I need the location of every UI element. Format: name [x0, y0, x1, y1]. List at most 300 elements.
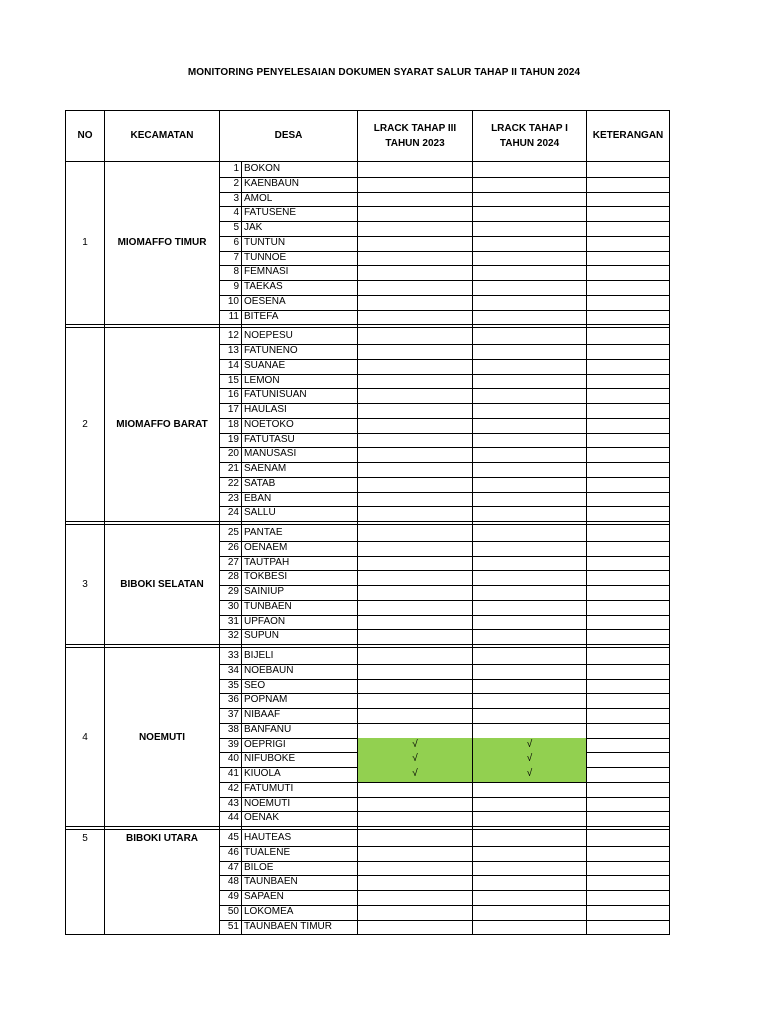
grid-line-h	[65, 521, 670, 522]
desa-name: JAK	[244, 222, 263, 233]
lrack-i-2024-cell	[473, 541, 586, 556]
lrack-i-2024-cell	[473, 875, 586, 890]
grid-line-v	[65, 328, 66, 521]
lrack-iii-2023-cell	[358, 811, 472, 826]
grid-line-v	[669, 830, 670, 934]
grid-line-h	[65, 327, 670, 328]
lrack-i-2024-cell	[473, 447, 586, 462]
lrack-iii-2023-cell	[358, 905, 472, 920]
lrack-iii-2023-cell	[358, 797, 472, 812]
desa-name: NIFUBOKE	[244, 753, 296, 765]
grid-line-v	[65, 830, 66, 934]
desa-name: POPNAM	[244, 694, 288, 706]
grid-line-v	[586, 830, 587, 934]
grid-line-v	[357, 328, 358, 521]
grid-line-v	[669, 525, 670, 644]
desa-name: TAUNBAEN	[244, 876, 298, 888]
lrack-iii-2023-cell: √	[358, 752, 472, 767]
keterangan-cell	[587, 629, 669, 644]
desa-name: SAPAEN	[244, 891, 284, 902]
lrack-iii-2023-cell	[358, 265, 472, 280]
desa-name: KAENBAUN	[244, 177, 300, 189]
grid-line-v	[472, 328, 473, 521]
grid-line-h	[65, 324, 670, 325]
lrack-iii-2023-cell	[358, 359, 472, 374]
lrack-i-2024-cell	[473, 526, 586, 541]
lrack-iii-2023-cell	[358, 462, 472, 477]
grid-line-v	[357, 830, 358, 934]
desa-number: 9	[233, 281, 239, 292]
desa-number: 19	[227, 433, 239, 445]
keterangan-cell	[587, 861, 669, 876]
lrack-iii-2023-cell	[358, 782, 472, 797]
grid-line-v	[219, 648, 220, 826]
lrack-i-2024-cell	[473, 265, 586, 280]
desa-number: 1	[233, 163, 239, 174]
keterangan-cell	[587, 811, 669, 826]
lrack-i-2024-cell	[473, 846, 586, 861]
desa-number: 4	[233, 207, 239, 219]
document-title: MONITORING PENYELESAIAN DOKUMEN SYARAT SALUR TAHAP II TAHUN 2024	[187, 67, 581, 78]
keterangan-cell	[587, 221, 669, 236]
desa-number: 22	[227, 477, 239, 489]
keterangan-cell	[587, 447, 669, 462]
lrack-iii-2023-cell	[358, 875, 472, 890]
lrack-i-2024-cell	[473, 206, 586, 221]
lrack-i-2024-cell: √	[473, 738, 586, 753]
lrack-i-2024-cell	[473, 418, 586, 433]
desa-name: TAEKAS	[244, 281, 283, 292]
keterangan-cell	[587, 310, 669, 325]
grid-line-v	[472, 830, 473, 934]
header-keterangan: KETERANGAN	[592, 130, 664, 141]
lrack-i-2024-cell	[473, 177, 586, 192]
lrack-i-2024-cell	[473, 506, 586, 521]
desa-number: 35	[227, 679, 239, 691]
desa-number: 24	[227, 507, 239, 519]
desa-number: 31	[227, 615, 239, 627]
lrack-i-2024-cell	[473, 570, 586, 585]
lrack-i-2024-cell: √	[473, 767, 586, 782]
lrack-i-2024-cell	[473, 890, 586, 905]
lrack-i-2024-cell	[473, 492, 586, 507]
lrack-iii-2023-cell	[358, 344, 472, 359]
desa-number: 29	[227, 586, 239, 597]
lrack-i-2024-cell	[473, 649, 586, 664]
desa-name: FATUNISUAN	[244, 389, 307, 401]
desa-number: 12	[227, 330, 239, 342]
grid-line-v	[357, 161, 358, 324]
desa-number: 44	[227, 812, 239, 824]
desa-name: SUANAE	[244, 359, 286, 371]
lrack-i-2024-cell	[473, 236, 586, 251]
kecamatan-name: BIBOKI UTARA	[125, 833, 199, 844]
lrack-iii-2023-cell	[358, 600, 472, 615]
grid-line-v	[586, 648, 587, 826]
keterangan-cell	[587, 192, 669, 207]
grid-line-h	[65, 826, 670, 827]
desa-name: SATAB	[244, 477, 276, 489]
desa-name: NOEPESU	[244, 330, 293, 342]
keterangan-cell	[587, 526, 669, 541]
kecamatan-name: MIOMAFFO BARAT	[116, 419, 208, 431]
desa-name: BILOE	[244, 861, 274, 873]
lrack-i-2024-cell	[473, 600, 586, 615]
keterangan-cell	[587, 541, 669, 556]
desa-name: OESENA	[244, 295, 286, 307]
lrack-i-2024-cell	[473, 433, 586, 448]
keterangan-cell	[587, 462, 669, 477]
keterangan-cell	[587, 388, 669, 403]
lrack-i-2024-cell	[473, 280, 586, 295]
header-lrack-iii: LRACK TAHAP III TAHUN 2023	[373, 122, 457, 149]
desa-number: 26	[227, 541, 239, 553]
lrack-iii-2023-cell	[358, 192, 472, 207]
keterangan-cell	[587, 556, 669, 571]
desa-number: 18	[227, 418, 239, 430]
grid-line-v	[65, 525, 66, 644]
lrack-iii-2023-cell	[358, 388, 472, 403]
desa-number: 7	[233, 251, 239, 263]
lrack-iii-2023-cell	[358, 629, 472, 644]
desa-name: TAUTPAH	[244, 556, 290, 568]
desa-number: 6	[233, 236, 239, 248]
desa-number: 2	[233, 177, 239, 189]
keterangan-cell	[587, 890, 669, 905]
grid-line-v	[241, 648, 242, 826]
lrack-iii-2023-cell	[358, 492, 472, 507]
desa-number: 47	[227, 861, 239, 873]
lrack-i-2024-cell	[473, 221, 586, 236]
desa-number: 25	[227, 527, 239, 538]
keterangan-cell	[587, 693, 669, 708]
keterangan-cell	[587, 846, 669, 861]
lrack-iii-2023-cell	[358, 374, 472, 389]
desa-name: LEMON	[244, 374, 280, 386]
kecamatan-name: NOEMUTI	[138, 731, 186, 743]
keterangan-cell	[587, 767, 669, 782]
keterangan-cell	[587, 177, 669, 192]
keterangan-cell	[587, 920, 669, 935]
grid-line-v	[586, 328, 587, 521]
lrack-iii-2023-cell	[358, 693, 472, 708]
desa-name: OENAK	[244, 812, 280, 824]
desa-name: TUNTUN	[244, 236, 286, 248]
keterangan-cell	[587, 251, 669, 266]
grid-line-v	[669, 328, 670, 521]
desa-number: 41	[227, 768, 239, 779]
lrack-iii-2023-cell	[358, 251, 472, 266]
lrack-iii-2023-cell	[358, 861, 472, 876]
lrack-i-2024-cell	[473, 295, 586, 310]
grid-line-v	[65, 648, 66, 826]
desa-name: BANFANU	[244, 723, 292, 735]
desa-number: 33	[227, 650, 239, 661]
lrack-i-2024-cell	[473, 664, 586, 679]
desa-number: 43	[227, 797, 239, 809]
keterangan-cell	[587, 433, 669, 448]
lrack-iii-2023-cell	[358, 177, 472, 192]
desa-name: NOEBAUN	[244, 664, 294, 676]
lrack-i-2024-cell	[473, 403, 586, 418]
desa-name: UPFAON	[244, 615, 286, 627]
lrack-iii-2023-cell	[358, 846, 472, 861]
lrack-i-2024-cell	[473, 708, 586, 723]
grid-line-h	[65, 647, 670, 648]
keterangan-cell	[587, 359, 669, 374]
grid-line-v	[586, 525, 587, 644]
desa-name: NOETOKO	[244, 418, 294, 430]
keterangan-cell	[587, 615, 669, 630]
lrack-iii-2023-cell	[358, 206, 472, 221]
lrack-i-2024-cell	[473, 329, 586, 344]
desa-name: SEO	[244, 679, 266, 691]
lrack-i-2024-cell	[473, 811, 586, 826]
keterangan-cell	[587, 797, 669, 812]
keterangan-cell	[587, 664, 669, 679]
desa-number: 30	[227, 600, 239, 612]
desa-name: SALLU	[244, 507, 276, 519]
grid-line-v	[241, 830, 242, 934]
grid-line-v	[586, 110, 587, 161]
lrack-iii-2023-cell	[358, 403, 472, 418]
desa-name: MANUSASI	[244, 448, 297, 460]
lrack-iii-2023-cell	[358, 541, 472, 556]
lrack-iii-2023-cell	[358, 506, 472, 521]
grid-line-v	[219, 830, 220, 934]
header-no: NO	[77, 130, 93, 141]
desa-number: 32	[227, 630, 239, 642]
desa-name: HAULASI	[244, 404, 287, 415]
lrack-iii-2023-cell	[358, 708, 472, 723]
lrack-i-2024-cell	[473, 585, 586, 600]
desa-number: 49	[227, 891, 239, 902]
grid-line-v	[357, 110, 358, 161]
lrack-iii-2023-cell	[358, 664, 472, 679]
lrack-iii-2023-cell	[358, 570, 472, 585]
desa-number: 17	[227, 404, 239, 415]
keterangan-cell	[587, 295, 669, 310]
keterangan-cell	[587, 649, 669, 664]
header-desa: DESA	[274, 130, 303, 141]
lrack-i-2024-cell	[473, 723, 586, 738]
keterangan-cell	[587, 708, 669, 723]
grid-line-v	[357, 525, 358, 644]
desa-name: FATUSENE	[244, 207, 297, 219]
lrack-iii-2023-cell	[358, 723, 472, 738]
lrack-i-2024-cell	[473, 162, 586, 177]
desa-number: 14	[227, 359, 239, 371]
kecamatan-number: 3	[82, 579, 88, 590]
lrack-i-2024-cell	[473, 310, 586, 325]
lrack-i-2024-cell	[473, 693, 586, 708]
desa-name: TUALENE	[244, 846, 291, 858]
desa-name: TOKBESI	[244, 571, 288, 583]
desa-number: 16	[227, 389, 239, 401]
grid-line-v	[357, 648, 358, 826]
lrack-iii-2023-cell	[358, 162, 472, 177]
lrack-i-2024-cell	[473, 477, 586, 492]
lrack-i-2024-cell	[473, 920, 586, 935]
grid-line-v	[65, 110, 66, 161]
lrack-iii-2023-cell	[358, 831, 472, 846]
grid-line-h	[65, 524, 670, 525]
desa-name: BOKON	[244, 163, 281, 174]
grid-line-v	[219, 328, 220, 521]
desa-name: OENAEM	[244, 541, 288, 553]
desa-name: TUNBAEN	[244, 600, 292, 612]
keterangan-cell	[587, 752, 669, 767]
desa-name: FATUTASU	[244, 433, 295, 445]
keterangan-cell	[587, 403, 669, 418]
lrack-iii-2023-cell	[358, 221, 472, 236]
desa-number: 40	[227, 753, 239, 765]
keterangan-cell	[587, 723, 669, 738]
keterangan-cell	[587, 570, 669, 585]
keterangan-cell	[587, 875, 669, 890]
grid-line-v	[241, 161, 242, 324]
desa-number: 23	[227, 492, 239, 504]
lrack-i-2024-cell	[473, 192, 586, 207]
lrack-iii-2023-cell	[358, 310, 472, 325]
lrack-i-2024-cell	[473, 359, 586, 374]
lrack-iii-2023-cell	[358, 556, 472, 571]
desa-number: 38	[227, 723, 239, 735]
lrack-iii-2023-cell	[358, 433, 472, 448]
grid-line-v	[219, 525, 220, 644]
grid-line-v	[104, 648, 105, 826]
header-lrack-i: LRACK TAHAP I TAHUN 2024	[491, 122, 568, 149]
desa-name: OEPRIGI	[244, 738, 286, 750]
lrack-iii-2023-cell	[358, 585, 472, 600]
lrack-i-2024-cell	[473, 831, 586, 846]
grid-line-v	[104, 830, 105, 934]
kecamatan-name: MIOMAFFO TIMUR	[117, 237, 207, 249]
keterangan-cell	[587, 265, 669, 280]
grid-line-v	[472, 525, 473, 644]
desa-name: FEMNASI	[244, 266, 289, 278]
lrack-i-2024-cell	[473, 905, 586, 920]
lrack-i-2024-cell	[473, 615, 586, 630]
desa-number: 42	[227, 782, 239, 794]
desa-name: LOKOMEA	[244, 905, 294, 917]
kecamatan-number: 2	[82, 419, 88, 431]
grid-line-v	[472, 648, 473, 826]
lrack-i-2024-cell	[473, 388, 586, 403]
keterangan-cell	[587, 162, 669, 177]
lrack-i-2024-cell	[473, 782, 586, 797]
lrack-iii-2023-cell	[358, 477, 472, 492]
desa-number: 39	[227, 738, 239, 750]
lrack-i-2024-cell	[473, 797, 586, 812]
keterangan-cell	[587, 506, 669, 521]
desa-name: FATUMUTI	[244, 782, 294, 794]
lrack-iii-2023-cell	[358, 329, 472, 344]
lrack-iii-2023-cell	[358, 649, 472, 664]
grid-line-v	[241, 328, 242, 521]
lrack-iii-2023-cell	[358, 890, 472, 905]
kecamatan-number: 1	[82, 237, 88, 249]
grid-line-v	[219, 161, 220, 324]
keterangan-cell	[587, 600, 669, 615]
grid-line-v	[104, 110, 105, 161]
lrack-i-2024-cell: √	[473, 752, 586, 767]
grid-line-v	[219, 110, 220, 161]
lrack-i-2024-cell	[473, 374, 586, 389]
grid-line-v	[104, 161, 105, 324]
kecamatan-number: 4	[82, 731, 88, 743]
grid-line-h	[65, 829, 670, 830]
header-kecamatan: KECAMATAN	[130, 130, 194, 141]
lrack-i-2024-cell	[473, 629, 586, 644]
desa-name: HAUTEAS	[244, 832, 292, 843]
lrack-iii-2023-cell: √	[358, 767, 472, 782]
desa-number: 8	[233, 266, 239, 278]
grid-line-h	[65, 110, 670, 111]
grid-line-v	[669, 161, 670, 324]
desa-name: SAINIUP	[244, 586, 285, 597]
lrack-i-2024-cell	[473, 344, 586, 359]
grid-line-h	[65, 934, 670, 935]
lrack-iii-2023-cell	[358, 418, 472, 433]
desa-number: 45	[227, 832, 239, 843]
lrack-iii-2023-cell	[358, 526, 472, 541]
desa-number: 10	[227, 295, 239, 307]
grid-line-v	[104, 525, 105, 644]
kecamatan-number: 5	[82, 833, 88, 844]
grid-line-v	[586, 161, 587, 324]
desa-number: 13	[227, 345, 239, 356]
lrack-iii-2023-cell	[358, 679, 472, 694]
desa-number: 37	[227, 709, 239, 720]
grid-line-v	[669, 110, 670, 161]
grid-line-v	[669, 648, 670, 826]
lrack-i-2024-cell	[473, 556, 586, 571]
desa-number: 27	[227, 556, 239, 568]
keterangan-cell	[587, 738, 669, 753]
desa-number: 34	[227, 664, 239, 676]
desa-name: TAUNBAEN TIMUR	[244, 920, 332, 932]
desa-name: PANTAE	[244, 527, 283, 538]
keterangan-cell	[587, 679, 669, 694]
keterangan-cell	[587, 585, 669, 600]
desa-number: 3	[233, 192, 239, 204]
keterangan-cell	[587, 344, 669, 359]
desa-number: 21	[227, 463, 239, 474]
lrack-iii-2023-cell	[358, 447, 472, 462]
grid-line-h	[65, 644, 670, 645]
keterangan-cell	[587, 206, 669, 221]
keterangan-cell	[587, 477, 669, 492]
desa-name: FATUNENO	[244, 345, 298, 356]
desa-number: 36	[227, 694, 239, 706]
desa-name: AMOL	[244, 192, 273, 204]
desa-name: BIJELI	[244, 650, 274, 661]
kecamatan-name: BIBOKI SELATAN	[120, 579, 204, 590]
keterangan-cell	[587, 831, 669, 846]
desa-name: KIUOLA	[244, 768, 281, 779]
desa-number: 11	[228, 310, 239, 322]
desa-name: NIBAAF	[244, 709, 281, 720]
desa-number: 15	[227, 374, 239, 386]
lrack-i-2024-cell	[473, 462, 586, 477]
desa-name: SAENAM	[244, 463, 287, 474]
desa-name: EBAN	[244, 492, 272, 504]
keterangan-cell	[587, 374, 669, 389]
keterangan-cell	[587, 280, 669, 295]
desa-number: 46	[227, 846, 239, 858]
grid-line-v	[65, 161, 66, 324]
